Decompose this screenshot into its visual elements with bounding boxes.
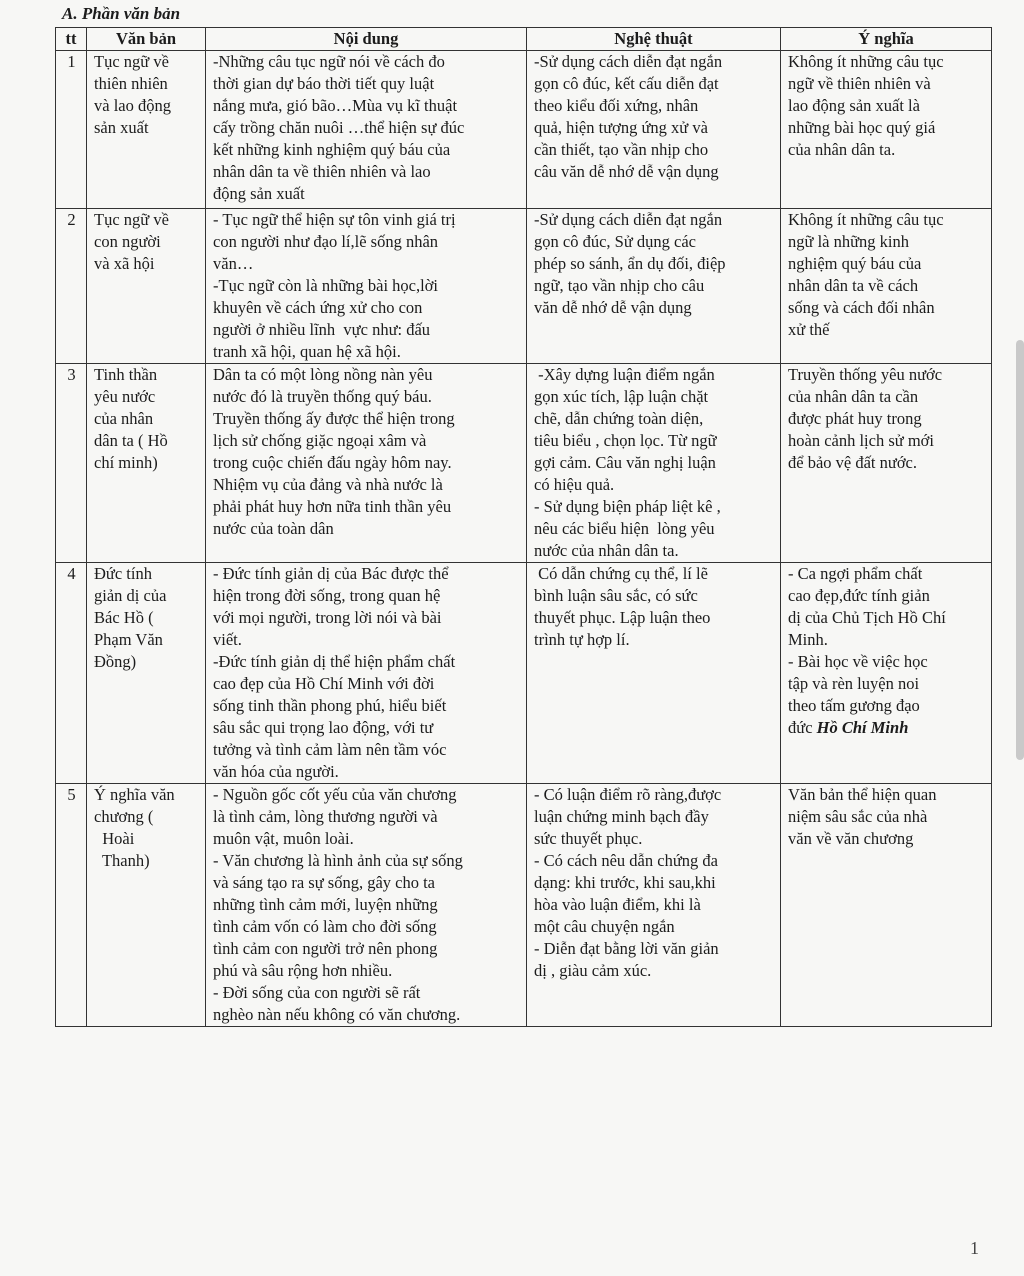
cell-text-line: Minh. xyxy=(788,630,828,649)
cell-text-line: -Xây dựng luận điểm ngắn xyxy=(534,365,715,384)
cell-y-nghia xyxy=(781,563,992,784)
cell-text-line: để bảo vệ đất nước. xyxy=(788,453,917,472)
header-tt: tt xyxy=(56,28,87,51)
page-number: 1 xyxy=(970,1238,979,1258)
cell-text-line: - Nguồn gốc cốt yếu của văn chương xyxy=(213,785,457,804)
cell-text-line: Dân ta có một lòng nồng nàn yêu xyxy=(213,365,433,384)
cell-text-line: có hiệu quả. xyxy=(534,475,615,494)
cell-text-line: -Tục ngữ còn là những bài học,lời xyxy=(213,276,439,295)
cell-text-line: nhân dân ta về cách xyxy=(788,276,919,295)
cell-text-line: lịch sử chống giặc ngoại xâm và xyxy=(213,431,427,450)
cell-text-line: nước đó là truyền thống quý báu. xyxy=(213,387,432,406)
cell-text-line: con người như đạo lí,lẽ sống nhân xyxy=(213,232,439,251)
cell-text-line: một câu chuyện ngắn xyxy=(534,917,675,936)
cell-text-line: cấy trồng chăn nuôi …thể hiện sự đúc xyxy=(213,118,465,137)
cell-y-nghia xyxy=(781,364,992,563)
cell-text-line: theo tấm gương đạo xyxy=(788,696,920,715)
cell-text-line: quả, hiện tượng ứng xử và xyxy=(534,118,708,137)
cell-text-line: Tục ngữ về xyxy=(94,52,169,71)
cell-text-line: động sản xuất xyxy=(213,184,305,203)
emphasized-name: Hồ Chí Minh xyxy=(816,718,909,737)
cell-y-nghia xyxy=(781,51,992,209)
cell-text-line: - Ca ngợi phẩm chất xyxy=(788,564,923,583)
header-nghe-thuat: Nghệ thuật xyxy=(527,28,781,51)
cell-noi-dung xyxy=(206,209,527,364)
cell-text-line: nắng mưa, gió bão…Mùa vụ kĩ thuật xyxy=(213,96,458,115)
cell-noi-dung xyxy=(206,784,527,1027)
cell-text-line: của nhân xyxy=(94,409,154,428)
cell-tt: 4 xyxy=(56,563,87,784)
cell-text-line: Văn bản thể hiện quan xyxy=(788,785,937,804)
cell-text-line: sống tinh thần phong phú, hiểu biết xyxy=(213,696,447,715)
cell-text-line: -Những câu tục ngữ nói về cách đo xyxy=(213,52,445,71)
cell-text-line: ngữ về thiên nhiên và xyxy=(788,74,931,93)
cell-text-line: dị , giàu cảm xúc. xyxy=(534,961,652,980)
cell-text-line: Truyền thống yêu nước xyxy=(788,365,943,384)
cell-text-line: phải phát huy hơn nữa tinh thần yêu xyxy=(213,497,452,516)
cell-text-line: Ý nghĩa văn xyxy=(94,785,175,804)
cell-van-ban xyxy=(87,563,206,784)
cell-van-ban xyxy=(87,209,206,364)
cell-text-line: Đồng) xyxy=(94,652,137,671)
cell-text-line: nước của toàn dân xyxy=(213,519,334,538)
cell-nghe-thuat xyxy=(527,364,781,563)
cell-tt: 2 xyxy=(56,209,87,364)
cell-noi-dung xyxy=(206,563,527,784)
cell-text-line: thuyết phục. Lập luận theo xyxy=(534,608,711,627)
cell-text-line: Thanh) xyxy=(94,851,150,870)
cell-text-line: dị của Chủ Tịch Hồ Chí xyxy=(788,608,946,627)
cell-text-line: sức thuyết phục. xyxy=(534,829,643,848)
cell-text-line: tưởng và tình cảm làm nên tầm vóc xyxy=(213,740,447,759)
cell-text-line: giản dị của xyxy=(94,586,167,605)
cell-text-line: tập và rèn luyện noi xyxy=(788,674,920,693)
cell-text-line: cao đẹp của Hồ Chí Minh với đời xyxy=(213,674,435,693)
cell-text-line: - Diễn đạt bằng lời văn giản xyxy=(534,939,719,958)
cell-text-line: chương ( xyxy=(94,807,154,826)
cell-text-line: tình cảm con người trở nên phong xyxy=(213,939,438,958)
cell-text-line: chẽ, dẫn chứng toàn diện, xyxy=(534,409,704,428)
text-prefix: đức xyxy=(788,718,817,737)
cell-text-line: Truyền thống ấy được thể hiện trong xyxy=(213,409,455,428)
cell-text-line: là tình cảm, lòng thương người và xyxy=(213,807,438,826)
cell-van-ban xyxy=(87,364,206,563)
cell-tt: 1 xyxy=(56,51,87,209)
cell-text-line: con người xyxy=(94,232,161,251)
cell-text-line: Bác Hồ ( xyxy=(94,608,154,627)
cell-noi-dung xyxy=(206,364,527,563)
cell-text-line: - Văn chương là hình ảnh của sự sống xyxy=(213,851,463,870)
cell-text-line: luận chứng minh bạch đầy xyxy=(534,807,709,826)
table-header-row xyxy=(56,28,992,51)
cell-text-line: Không ít những câu tục xyxy=(788,210,944,229)
cell-text-line: cao đẹp,đức tính giản xyxy=(788,586,930,605)
cell-text-line: Đức tính xyxy=(94,564,152,583)
cell-text-line: sản xuất xyxy=(94,118,149,137)
cell-text-line: - Đời sống của con người sẽ rất xyxy=(213,983,421,1002)
cell-text-line: tình cảm vốn có làm cho đời sống xyxy=(213,917,437,936)
cell-y-nghia xyxy=(781,784,992,1027)
table-row xyxy=(56,209,992,364)
cell-text-line: và sáng tạo ra sự sống, gây cho ta xyxy=(213,873,436,892)
cell-text-line: với mọi người, trong lời nói và bài xyxy=(213,608,442,627)
cell-text-line: gợi cảm. Câu văn nghị luận xyxy=(534,453,716,472)
cell-text-line: của nhân dân ta. xyxy=(788,140,896,159)
cell-text-line: văn dễ nhớ dễ vận dụng xyxy=(534,298,692,317)
cell-text-line: Tinh thần xyxy=(94,365,158,384)
cell-text-line: nhân dân ta về thiên nhiên và lao xyxy=(213,162,431,181)
cell-text-line: hiện trong đời sống, trong quan hệ xyxy=(213,586,441,605)
cell-van-ban xyxy=(87,784,206,1027)
cell-text-line: hoàn cảnh lịch sử mới xyxy=(788,431,934,450)
cell-text-line: - Bài học về việc học xyxy=(788,652,928,671)
cell-text-line: niệm sâu sắc của nhà xyxy=(788,807,928,826)
cell-text-line: ngữ là những kinh xyxy=(788,232,910,251)
cell-text-line: xử thế xyxy=(788,320,830,339)
cell-noi-dung xyxy=(206,51,527,209)
cell-y-nghia xyxy=(781,209,992,364)
table-row xyxy=(56,51,992,209)
cell-text-line: Hoài xyxy=(94,829,135,848)
cell-van-ban xyxy=(87,51,206,209)
cell-text-line: người ở nhiều lĩnh vực như: đấu xyxy=(213,320,431,339)
cell-text-line: gọn xúc tích, lập luận chặt xyxy=(534,387,709,406)
cell-text-line: chí minh) xyxy=(94,453,158,472)
cell-text-line xyxy=(788,717,985,739)
cell-text-line: - Đức tính giản dị của Bác được thể xyxy=(213,564,449,583)
cell-text-line: gọn cô đúc, kết cấu diễn đạt xyxy=(534,74,719,93)
cell-text-line: được phát huy trong xyxy=(788,409,922,428)
cell-text-line: nêu các biểu hiện lòng yêu xyxy=(534,519,715,538)
cell-nghe-thuat xyxy=(527,563,781,784)
section-title: A. Phần văn bản xyxy=(62,4,181,23)
cell-text-line: phú và sâu rộng hơn nhiều. xyxy=(213,961,393,980)
cell-text-line: Có dẫn chứng cụ thể, lí lẽ xyxy=(534,564,708,583)
cell-text-line: muôn vật, muôn loài. xyxy=(213,829,354,848)
cell-text-line: và lao động xyxy=(94,96,171,115)
cell-text-line: nước của nhân dân ta. xyxy=(534,541,679,560)
cell-text-line: sống và cách đối nhân xyxy=(788,298,935,317)
cell-nghe-thuat xyxy=(527,209,781,364)
cell-text-line: tiêu biểu , chọn lọc. Từ ngữ xyxy=(534,431,717,450)
literature-summary-table xyxy=(55,27,992,1027)
cell-tt: 5 xyxy=(56,784,87,1027)
cell-text-line: khuyên về cách ứng xử cho con xyxy=(213,298,423,317)
header-van-ban: Văn bản xyxy=(87,28,206,51)
cell-text-line: Không ít những câu tục xyxy=(788,52,944,71)
cell-text-line: kết những kinh nghiệm quý báu của xyxy=(213,140,451,159)
cell-text-line: văn… xyxy=(213,254,254,273)
cell-text-line: văn hóa của người. xyxy=(213,762,339,781)
table-row xyxy=(56,364,992,563)
cell-text-line: tranh xã hội, quan hệ xã hội. xyxy=(213,342,401,361)
cell-text-line: Nhiệm vụ của đảng và nhà nước là xyxy=(213,475,443,494)
cell-text-line: câu văn dễ nhớ dễ vận dụng xyxy=(534,162,719,181)
table-row xyxy=(56,563,992,784)
header-y-nghia: Ý nghĩa xyxy=(781,28,992,51)
cell-text-line: thời gian dự báo thời tiết quy luật xyxy=(213,74,435,93)
cell-text-line: trong cuộc chiến đấu ngày hôm nay. xyxy=(213,453,452,472)
vertical-scrollbar[interactable] xyxy=(1016,340,1024,760)
cell-text-line: bình luận sâu sắc, có sức xyxy=(534,586,698,605)
cell-text-line: hòa vào luận điểm, khi là xyxy=(534,895,701,914)
cell-nghe-thuat xyxy=(527,51,781,209)
cell-text-line: - Sử dụng biện pháp liệt kê , xyxy=(534,497,721,516)
cell-text-line: yêu nước xyxy=(94,387,156,406)
cell-text-line: cần thiết, tạo vần nhịp cho xyxy=(534,140,709,159)
cell-text-line: Tục ngữ về xyxy=(94,210,169,229)
cell-text-line: những bài học quý giá xyxy=(788,118,936,137)
cell-text-line: Phạm Văn xyxy=(94,630,163,649)
table-body xyxy=(56,51,992,1027)
cell-text-line: phép so sánh, ẩn dụ đối, điệp xyxy=(534,254,726,273)
cell-text-line: văn về văn chương xyxy=(788,829,914,848)
cell-text-line: dạng: khi trước, khi sau,khi xyxy=(534,873,716,892)
cell-tt: 3 xyxy=(56,364,87,563)
cell-text-line: ngữ, tạo vần nhịp cho câu xyxy=(534,276,705,295)
cell-text-line: trình tự hợp lí. xyxy=(534,630,630,649)
cell-text-line: -Đức tính giản dị thể hiện phẩm chất xyxy=(213,652,456,671)
cell-text-line: - Tục ngữ thể hiện sự tôn vinh giá trị xyxy=(213,210,456,229)
cell-text-line: của nhân dân ta cần xyxy=(788,387,919,406)
cell-text-line: - Có luận điểm rõ ràng,được xyxy=(534,785,722,804)
cell-text-line: những tình cảm mới, luyện những xyxy=(213,895,438,914)
cell-text-line: lao động sản xuất là xyxy=(788,96,920,115)
header-noi-dung: Nội dung xyxy=(206,28,527,51)
cell-text-line: viết. xyxy=(213,630,242,649)
cell-text-line: thiên nhiên xyxy=(94,74,168,93)
cell-text-line: nghèo nàn nếu không có văn chương. xyxy=(213,1005,461,1024)
cell-text-line: -Sử dụng cách diễn đạt ngắn xyxy=(534,52,723,71)
cell-text-line: -Sử dụng cách diễn đạt ngắn xyxy=(534,210,723,229)
cell-text-line: gọn cô đúc, Sử dụng các xyxy=(534,232,696,251)
cell-text-line: sâu sắc qui trọng lao động, với tư xyxy=(213,718,434,737)
cell-nghe-thuat xyxy=(527,784,781,1027)
cell-text-line: dân ta ( Hồ xyxy=(94,431,168,450)
cell-text-line: nghiệm quý báu của xyxy=(788,254,922,273)
cell-text-line: và xã hội xyxy=(94,254,155,273)
cell-text-line: theo kiểu đối xứng, nhân xyxy=(534,96,699,115)
cell-text-line: - Có cách nêu dẫn chứng đa xyxy=(534,851,718,870)
table-row xyxy=(56,784,992,1027)
